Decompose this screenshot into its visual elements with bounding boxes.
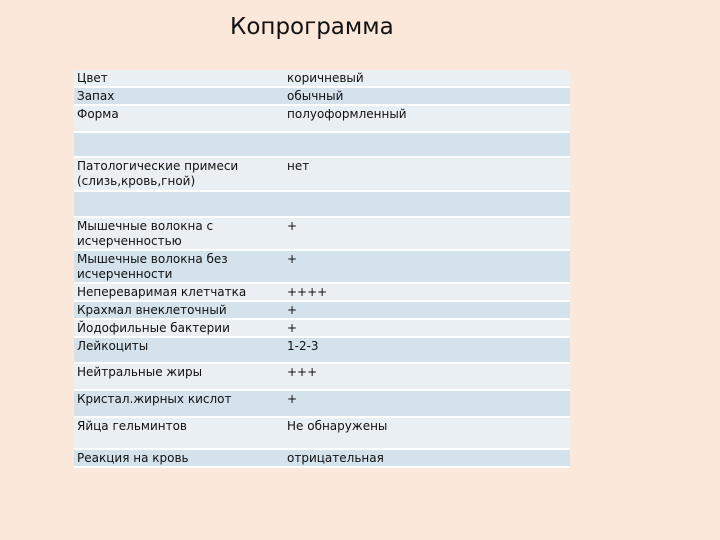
row-value: ++++ xyxy=(284,283,570,301)
table-row-neutral-fats xyxy=(74,363,570,390)
row-value: +++ xyxy=(284,363,570,390)
table-row-helminth-eggs xyxy=(74,417,570,449)
row-value: обычный xyxy=(284,87,570,105)
row-label: Нейтральные жиры xyxy=(74,363,284,390)
row-label: Лейкоциты xyxy=(74,337,284,363)
row-label: Цвет xyxy=(74,70,284,87)
row-value: Не обнаружены xyxy=(284,417,570,449)
row-label: Крахмал внеклеточный xyxy=(74,301,284,319)
row-value: + xyxy=(284,319,570,337)
row-label: Мышечные волокна без исчерченности xyxy=(74,250,284,283)
table-row-smell xyxy=(74,87,570,105)
table-row-empty xyxy=(74,191,570,217)
row-value: + xyxy=(284,250,570,283)
row-value: коричневый xyxy=(284,70,570,87)
row-label: Яйца гельминтов xyxy=(74,417,284,449)
table-row-muscle-nonstriated xyxy=(74,250,570,283)
table-row-impurities xyxy=(74,157,570,191)
row-value: нет xyxy=(284,157,570,191)
table-row-fatty-acids xyxy=(74,390,570,417)
coprogram-table xyxy=(74,70,570,468)
row-value: отрицательная xyxy=(284,449,570,467)
table-row-empty xyxy=(74,132,570,157)
row-label: Йодофильные бактерии xyxy=(74,319,284,337)
row-value: 1-2-3 xyxy=(284,337,570,363)
row-label xyxy=(74,132,284,157)
row-label: Запах xyxy=(74,87,284,105)
table-row-fiber xyxy=(74,283,570,301)
table-row-blood-reaction xyxy=(74,449,570,467)
row-value: + xyxy=(284,301,570,319)
table-row-starch xyxy=(74,301,570,319)
row-value: полуоформленный xyxy=(284,105,570,132)
row-value xyxy=(284,191,570,217)
row-label xyxy=(74,191,284,217)
row-label: Непереваримая клетчатка xyxy=(74,283,284,301)
row-value: + xyxy=(284,390,570,417)
row-value: + xyxy=(284,217,570,250)
row-label: Реакция на кровь xyxy=(74,449,284,467)
row-label: Мышечные волокна с исчерченностью xyxy=(74,217,284,250)
row-label: Кристал.жирных кислот xyxy=(74,390,284,417)
table-row-leukocytes xyxy=(74,337,570,363)
page-title: Копрограмма xyxy=(230,14,394,40)
row-label: Форма xyxy=(74,105,284,132)
table-row-form xyxy=(74,105,570,132)
table-row-iodophilic xyxy=(74,319,570,337)
row-label: Патологические примеси (слизь,кровь,гной) xyxy=(74,157,284,191)
table-row-muscle-striated xyxy=(74,217,570,250)
row-value xyxy=(284,132,570,157)
table-row-color xyxy=(74,70,570,87)
